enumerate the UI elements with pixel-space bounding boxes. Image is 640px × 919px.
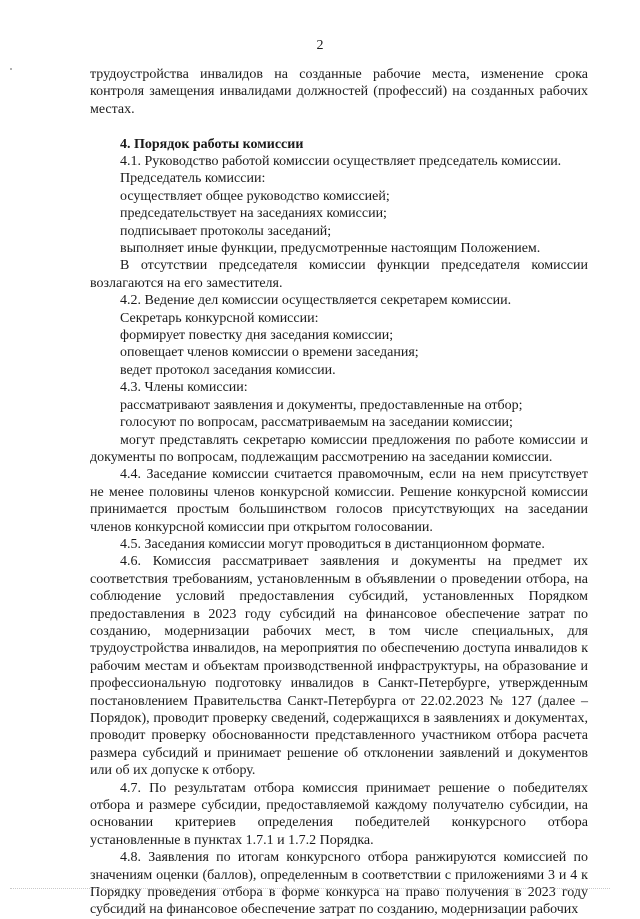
paragraph: оповещает членов комиссии о времени заседания; — [120, 345, 419, 361]
paragraph: 4.2. Ведение дел комиссии осуществляется секретарем комиссии. — [120, 293, 512, 309]
scan-speck — [10, 68, 12, 70]
paragraph: Секретарь конкурсной комиссии: — [120, 310, 319, 326]
paragraph: подписывает протоколы заседаний; — [120, 223, 332, 239]
paragraph: трудоустройства инвалидов на созданные рабочие места, изменение срока контроля замещения инвалидами должностей (профессий) на созданных рабочих местах. — [90, 67, 588, 117]
paragraph: рассматривают заявления и документы, предоставленные на отбор; — [120, 397, 523, 413]
paragraph: 4.1. Руководство работой комиссии осуществляет председатель комиссии. — [120, 154, 562, 170]
paragraph: председательствует на заседаниях комиссии; — [120, 206, 387, 222]
paragraph: 4.6. Комиссия рассматривает заявления и документы на предмет их соответствия требованиям, установленным в объявлении о проведении отбора, на соблюдение условий предоставления субсидий, установленных Порядком предоставления в 2023 году субсидий на финансовое обеспечение затрат по созданию, модернизации рабочих мест, в том числе специальных, для трудоустройства инвалидов, на мероприятия по обеспечению доступа инвалидов к рабочим местам и объектам производственной инфраструктуры, на образование и профессиональную подготовку инвалидов в Санкт-Петербурге, утвержденным постановлением Правительства Санкт-Петербурга от 22.02.2023 № 127 (далее – Порядок), проводит проверку сведений, содержащихся в заявлениях и документах, проводит проверку обоснованности представленного участником отбора расчета размера субсидий и принимает решение об отклонении заявлений и документов или об их допуске к отбору. — [90, 554, 588, 779]
page-number: 2 — [316, 38, 324, 53]
paragraph: выполняет иные функции, предусмотренные настоящим Положением. — [120, 241, 541, 257]
paragraph: 4.8. Заявления по итогам конкурсного отбора ранжируются комиссией по значениям оценки (баллов), определенным в соответствии с приложениями 3 и 4 к Порядку проведения отбора в форме конкурса на право получения в 2023 году субсидий на финансовое обеспечение затрат по созданию, модернизации рабочих — [90, 850, 588, 918]
paragraph: голосуют по вопросам, рассматриваемым на заседании комиссии; — [120, 415, 513, 431]
paragraph: осуществляет общее руководство комиссией; — [120, 188, 390, 204]
document-body — [90, 66, 588, 919]
paragraph: 4.3. Члены комиссии: — [120, 380, 248, 396]
page-bottom-edge — [10, 888, 610, 890]
paragraph: могут представлять секретарю комиссии предложения по работе комиссии и документы по вопросам, подлежащим рассмотрению на заседании комиссии. — [90, 432, 588, 465]
paragraph: 4.7. По результатам отбора комиссия принимает решение о победителях отбора и размере субсидии, предоставляемой каждому получателю субсидии, на основании критериев определения победителей конкурсного отбора установленные в пунктах 1.7.1 и 1.7.2 Порядка. — [90, 780, 588, 848]
paragraph: формирует повестку дня заседания комиссии; — [120, 328, 394, 344]
spacer — [90, 118, 588, 135]
section-heading: 4. Порядок работы комиссии — [120, 136, 304, 152]
paragraph: 4.5. Заседания комиссии могут проводиться в дистанционном формате. — [120, 536, 545, 552]
paragraph: 4.4. Заседание комиссии считается правомочным, если на нем присутствует не менее половины членов конкурсной комиссии. Решение конкурсной комиссии принимается простым большинством голосов присутствующих на заседании членов конкурсной комиссии при открытом голосовании. — [90, 467, 588, 535]
paragraph: ведет протокол заседания комиссии. — [120, 362, 336, 378]
paragraph: Председатель комиссии: — [120, 171, 266, 187]
paragraph: В отсутствии председателя комиссии функции председателя комиссии возлагаются на его заместителя. — [90, 258, 588, 291]
